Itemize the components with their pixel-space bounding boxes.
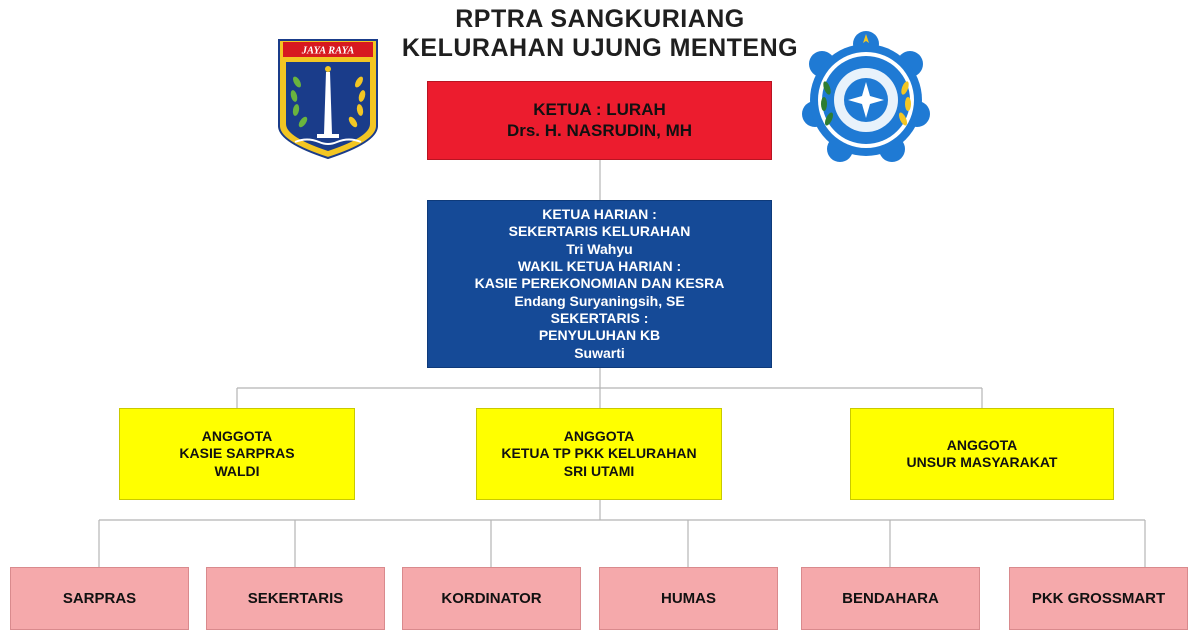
member-line: SRI UTAMI — [563, 462, 635, 479]
division-box-pkk-grossmart — [1009, 567, 1188, 630]
chart-title: RPTRA SANGKURIANG — [455, 5, 745, 33]
executive-line: KETUA HARIAN : — [542, 205, 657, 222]
executive-line: WAKIL KETUA HARIAN : — [517, 257, 682, 274]
member-box-community — [850, 408, 1114, 500]
division-label: SEKERTARIS — [247, 589, 344, 607]
chairman-name: Drs. H. NASRUDIN, MH — [506, 120, 693, 140]
pkk-emblem-icon — [797, 30, 935, 166]
member-line: UNSUR MASYARAKAT — [906, 454, 1058, 470]
division-box-kordinator — [402, 567, 581, 630]
chairman-role: KETUA : LURAH — [533, 100, 666, 120]
executive-box — [427, 200, 772, 368]
executive-line: Tri Wahyu — [566, 240, 633, 257]
executive-line: PENYULUHAN KB — [538, 327, 661, 344]
division-box-sarpras — [10, 567, 189, 630]
division-box-sekertaris — [206, 567, 385, 630]
chairman-box — [427, 81, 772, 160]
executive-line: Endang Suryaningsih, SE — [514, 292, 685, 309]
jakarta-emblem-text: JAYA RAYA — [301, 45, 355, 57]
member-box-pkk — [476, 408, 722, 500]
division-label: SARPRAS — [62, 589, 137, 607]
member-line: KETUA TP PKK KELURAHAN — [501, 445, 697, 462]
member-line: KASIE SARPRAS — [179, 445, 295, 462]
division-label: PKK GROSSMART — [1031, 589, 1166, 607]
member-line: WALDI — [214, 462, 260, 479]
executive-line: KASIE PEREKONOMIAN DAN KESRA — [474, 275, 725, 292]
division-box-bendahara — [801, 567, 980, 630]
executive-line: SEKERTARIS KELURAHAN — [508, 223, 691, 240]
executive-line: Suwarti — [574, 344, 625, 361]
member-line: ANGGOTA — [946, 436, 1018, 453]
member-line: ANGGOTA — [201, 428, 273, 445]
division-label: HUMAS — [661, 589, 716, 607]
division-box-humas — [599, 567, 778, 630]
member-box-sarpras — [119, 408, 355, 500]
jakarta-emblem-icon — [277, 38, 379, 160]
chart-subtitle: KELURAHAN UJUNG MENTENG — [401, 34, 799, 62]
member-line: ANGGOTA — [563, 428, 635, 445]
executive-line: SEKERTARIS : — [550, 310, 649, 327]
division-label: KORDINATOR — [441, 589, 542, 607]
division-label: BENDAHARA — [842, 589, 939, 607]
